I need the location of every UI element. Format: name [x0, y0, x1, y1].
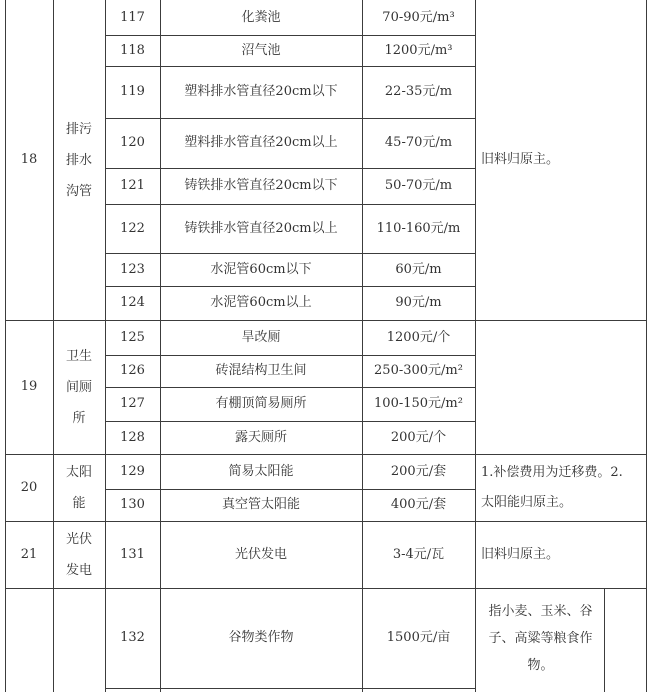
row-seq: 124 — [120, 295, 145, 310]
row-seq: 117 — [120, 10, 145, 25]
row-item-name: 铸铁排水管直径20cm以上 — [184, 221, 338, 236]
grid-line-horizontal — [105, 387, 475, 388]
grid-line-horizontal — [105, 355, 475, 356]
row-item-name: 水泥管60cm以上 — [210, 295, 312, 310]
grid-line-horizontal — [105, 204, 475, 205]
grid-line-horizontal — [105, 168, 475, 169]
group-remark: 指小麦、玉米、谷 子、高粱等粮食作 物。 — [488, 604, 593, 673]
row-item-name: 有棚顶简易厕所 — [215, 396, 307, 411]
row-price: 22-35元/m — [384, 84, 453, 99]
grid-line-horizontal — [105, 688, 475, 689]
row-item-name: 旱改厕 — [241, 330, 281, 345]
row-price: 100-150元/m² — [374, 396, 463, 411]
row-price: 200元/套 — [390, 464, 447, 479]
row-seq: 123 — [120, 262, 145, 277]
group-remark: 旧料归原主。 — [481, 152, 560, 167]
row-seq: 132 — [120, 630, 145, 645]
row-item-name: 光伏发电 — [234, 547, 287, 562]
group-category: 排污 排水 沟管 — [65, 122, 92, 199]
grid-line-horizontal — [105, 421, 475, 422]
row-price: 3-4元/瓦 — [392, 547, 445, 562]
group-number: 18 — [20, 152, 38, 167]
grid-line-horizontal — [105, 489, 475, 490]
grid-line-vertical — [646, 0, 647, 692]
row-item-name: 简易太阳能 — [228, 464, 294, 479]
row-item-name: 水泥管60cm以下 — [210, 262, 312, 277]
row-price: 250-300元/m² — [374, 363, 463, 378]
row-seq: 121 — [120, 178, 145, 193]
grid-line-horizontal — [5, 320, 646, 321]
row-seq: 119 — [120, 84, 145, 99]
row-seq: 129 — [120, 464, 145, 479]
group-remark: 旧料归原主。 — [481, 547, 560, 562]
group-number: 21 — [20, 547, 38, 562]
row-seq: 127 — [120, 396, 145, 411]
grid-line-horizontal — [105, 286, 475, 287]
grid-line-horizontal — [5, 454, 646, 455]
row-price: 90元/m — [395, 295, 442, 310]
row-price: 45-70元/m — [384, 135, 453, 150]
row-seq: 126 — [120, 363, 145, 378]
group-number: 20 — [20, 480, 38, 495]
group-remark: 1.补偿费用为迁移费。2. 太阳能归原主。 — [481, 465, 623, 510]
row-seq: 131 — [120, 547, 145, 562]
group-category: 光伏 发电 — [65, 532, 92, 578]
row-price: 60元/m — [395, 262, 442, 277]
row-seq: 128 — [120, 430, 145, 445]
row-price: 110-160元/m — [376, 221, 461, 236]
grid-line-horizontal — [5, 521, 646, 522]
row-item-name: 铸铁排水管直径20cm以下 — [184, 178, 338, 193]
row-price: 50-70元/m — [384, 178, 453, 193]
row-price: 1200元/m³ — [384, 43, 453, 58]
row-item-name: 化粪池 — [241, 10, 281, 25]
row-item-name: 真空管太阳能 — [221, 497, 300, 512]
row-item-name: 砖混结构卫生间 — [215, 363, 307, 378]
grid-line-horizontal — [105, 66, 475, 67]
row-item-name: 沼气池 — [241, 43, 281, 58]
row-seq: 120 — [120, 135, 145, 150]
group-category: 卫生 间厕 所 — [65, 349, 92, 426]
grid-line-horizontal — [105, 35, 475, 36]
group-category: 太阳 能 — [65, 465, 92, 511]
group-number: 19 — [20, 379, 38, 394]
row-price: 400元/套 — [390, 497, 447, 512]
row-price: 200元/个 — [390, 430, 447, 445]
row-seq: 125 — [120, 330, 145, 345]
row-seq: 122 — [120, 221, 145, 236]
grid-line-horizontal — [105, 118, 475, 119]
row-seq: 118 — [120, 43, 145, 58]
row-item-name: 塑料排水管直径20cm以上 — [184, 135, 338, 150]
grid-line-vertical — [604, 588, 605, 692]
grid-line-horizontal — [105, 253, 475, 254]
row-item-name: 塑料排水管直径20cm以下 — [184, 84, 338, 99]
row-price: 70-90元/m³ — [382, 10, 455, 25]
row-seq: 130 — [120, 497, 145, 512]
grid-line-horizontal — [5, 588, 646, 589]
row-price: 1200元/个 — [386, 330, 451, 345]
row-price: 1500元/亩 — [386, 630, 451, 645]
row-item-name: 露天厕所 — [234, 430, 287, 445]
row-item-name: 谷物类作物 — [228, 630, 294, 645]
